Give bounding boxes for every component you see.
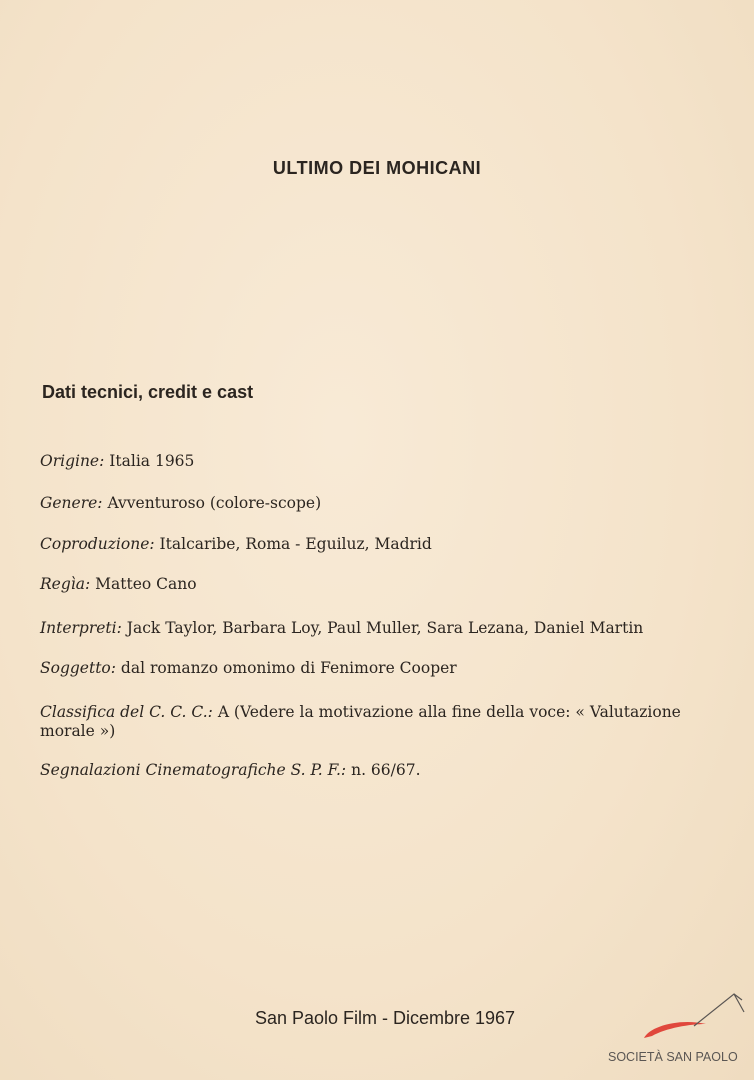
field-label: Coproduzione: (40, 535, 155, 553)
field-segnalazioni (40, 761, 740, 780)
field-origine (40, 452, 740, 471)
field-label: Interpreti: (40, 619, 122, 637)
field-label: Soggetto: (40, 659, 116, 677)
field-value: A (Vedere la motivazione alla fine della voce: « Valutazione morale ») (40, 703, 681, 740)
field-genere (40, 494, 740, 513)
field-label: Segnalazioni Cinematografiche S. P. F.: (40, 761, 347, 779)
societa-san-paolo-logo (608, 990, 748, 1070)
field-label: Origine: (40, 452, 105, 470)
field-interpreti (40, 619, 740, 638)
field-label: Classifica del C. C. C.: (40, 703, 213, 721)
field-regia (40, 575, 740, 594)
field-value: Jack Taylor, Barbara Loy, Paul Muller, Sara Lezana, Daniel Martin (126, 619, 644, 637)
field-value: Italcaribe, Roma - Eguiluz, Madrid (159, 535, 432, 553)
field-label: Regìa: (40, 575, 91, 593)
field-classifica (40, 703, 740, 741)
page-title: ULTIMO DEI MOHICANI (272, 158, 482, 178)
section-heading: Dati tecnici, credit e cast (42, 382, 254, 402)
field-value: dal romanzo omonimo di Fenimore Cooper (120, 659, 457, 677)
logo-lines-icon (694, 994, 744, 1026)
field-value: Italia 1965 (109, 452, 195, 470)
field-soggetto (40, 659, 740, 678)
field-value: Avventuroso (colore-scope) (107, 494, 322, 512)
logo-mark-icon (638, 990, 748, 1050)
field-coproduzione (40, 535, 740, 554)
field-value: n. 66/67. (351, 761, 421, 779)
field-label: Genere: (40, 494, 103, 512)
field-value: Matteo Cano (95, 575, 197, 593)
footer-credit: San Paolo Film - Dicembre 1967 (254, 1008, 516, 1028)
logo-text: SOCIETÀ SAN PAOLO (608, 1050, 738, 1064)
